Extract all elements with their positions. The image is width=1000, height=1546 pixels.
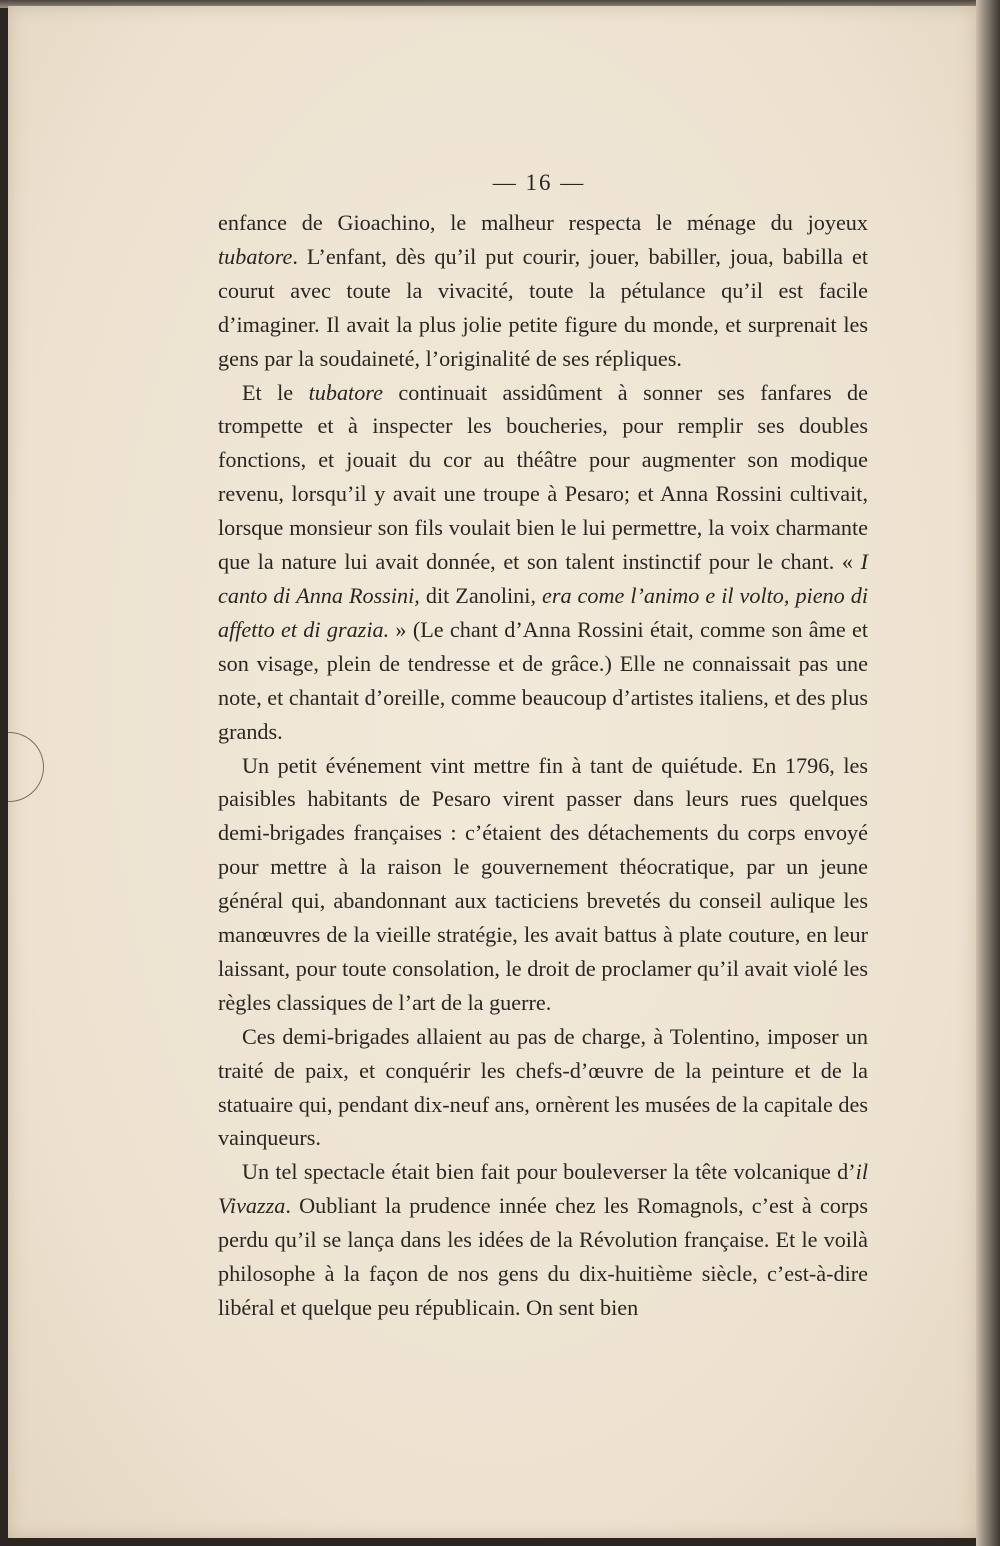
text-run: enfance de Gioachino, le malheur respecta le ménage du joyeux bbox=[218, 210, 868, 235]
binding-tab bbox=[8, 732, 44, 802]
paragraph-2 bbox=[218, 376, 868, 749]
text-run: . L’enfant, dès qu’il put courir, jouer, babiller, joua, babilla et courut avec toute la vivacité, toute la pétulance qu’il est facile d’imaginer. Il avait la plus jolie petite figure du monde, et surprenait les gens par la soudaineté, l’originalité de ses répliques. bbox=[218, 243, 868, 371]
italic-run: tubatore bbox=[218, 243, 293, 269]
text-run: Un tel spectacle était bien fait pour bouleverser la tête volcanique d’ bbox=[242, 1159, 856, 1185]
paragraph-3 bbox=[218, 749, 868, 1020]
italic-run: il Vivazza bbox=[218, 1159, 868, 1219]
page-right-edge bbox=[976, 0, 1000, 1546]
paragraph-1 bbox=[218, 206, 868, 376]
text-run: dit Zanolini, bbox=[419, 582, 542, 608]
paragraph-4 bbox=[218, 1020, 868, 1156]
body-text bbox=[218, 206, 868, 1325]
text-run: continuait assidûment à sonner ses fanfares de trompette et à inspecter les boucheries, pour remplir ses doubles fonctions, et jouait du cor au théâtre pour augmenter son modique revenu, lorsqu’il y avait une troupe à Pesaro; et Anna Rossini cultivait, lorsque monsieur son fils voulait bien le lui permettre, la voix charmante que la nature lui avait donnée, et son talent instinctif pour le chant. « bbox=[218, 379, 869, 575]
page-number: — 16 — bbox=[492, 170, 586, 195]
paragraph-5 bbox=[218, 1155, 868, 1325]
text-run: Ces demi-brigades allaient au pas de charge, à Tolentino, imposer un traité de paix, et conquérir les chefs-d’œuvre de la peinture et de la statuaire qui, pendant dix-neuf ans, ornèrent les musées de la capitale des vainqueurs. bbox=[218, 1023, 868, 1151]
text-run: » (Le chant d’Anna Rossini était, comme son âme et son visage, plein de tendresse et de grâce.) Elle ne connaissait pas une note, et chantait d’oreille, comme beaucoup d’artistes italiens, et des plus grands. bbox=[218, 616, 869, 744]
italic-run: era come l’animo e il volto, pieno di affetto et di grazia. bbox=[218, 582, 868, 642]
italic-run: I canto di Anna Rossini, bbox=[218, 549, 868, 608]
text-run: Un petit événement vint mettre fin à tant de quiétude. En 1796, les paisibles habitants de Pesaro virent passer dans leurs rues quelques demi-brigades françaises : c’étaient des détachements du corps envoyé pour mettre à la raison le gouvernement théocratique, par un jeune général qui, abandonnant aux tacticiens brevetés du conseil aulique les manœuvres de la vieille stratégie, les avait battus à plate couture, en leur laissant, pour toute consolation, le droit de proclamer qu’il avait violé les règles classiques de l’art de la guerre. bbox=[218, 752, 868, 1015]
text-run: Et le bbox=[242, 379, 309, 405]
text-run: . Oubliant la prudence innée chez les Romagnols, c’est à corps perdu qu’il se lança dans les idées de la Révolution française. Et le voilà philosophe à la façon de nos gens du dix-huitième siècle, c’est-à-dire libéral et quelque peu républicain. On sent bien bbox=[218, 1193, 868, 1320]
italic-run: tubatore bbox=[308, 379, 383, 405]
